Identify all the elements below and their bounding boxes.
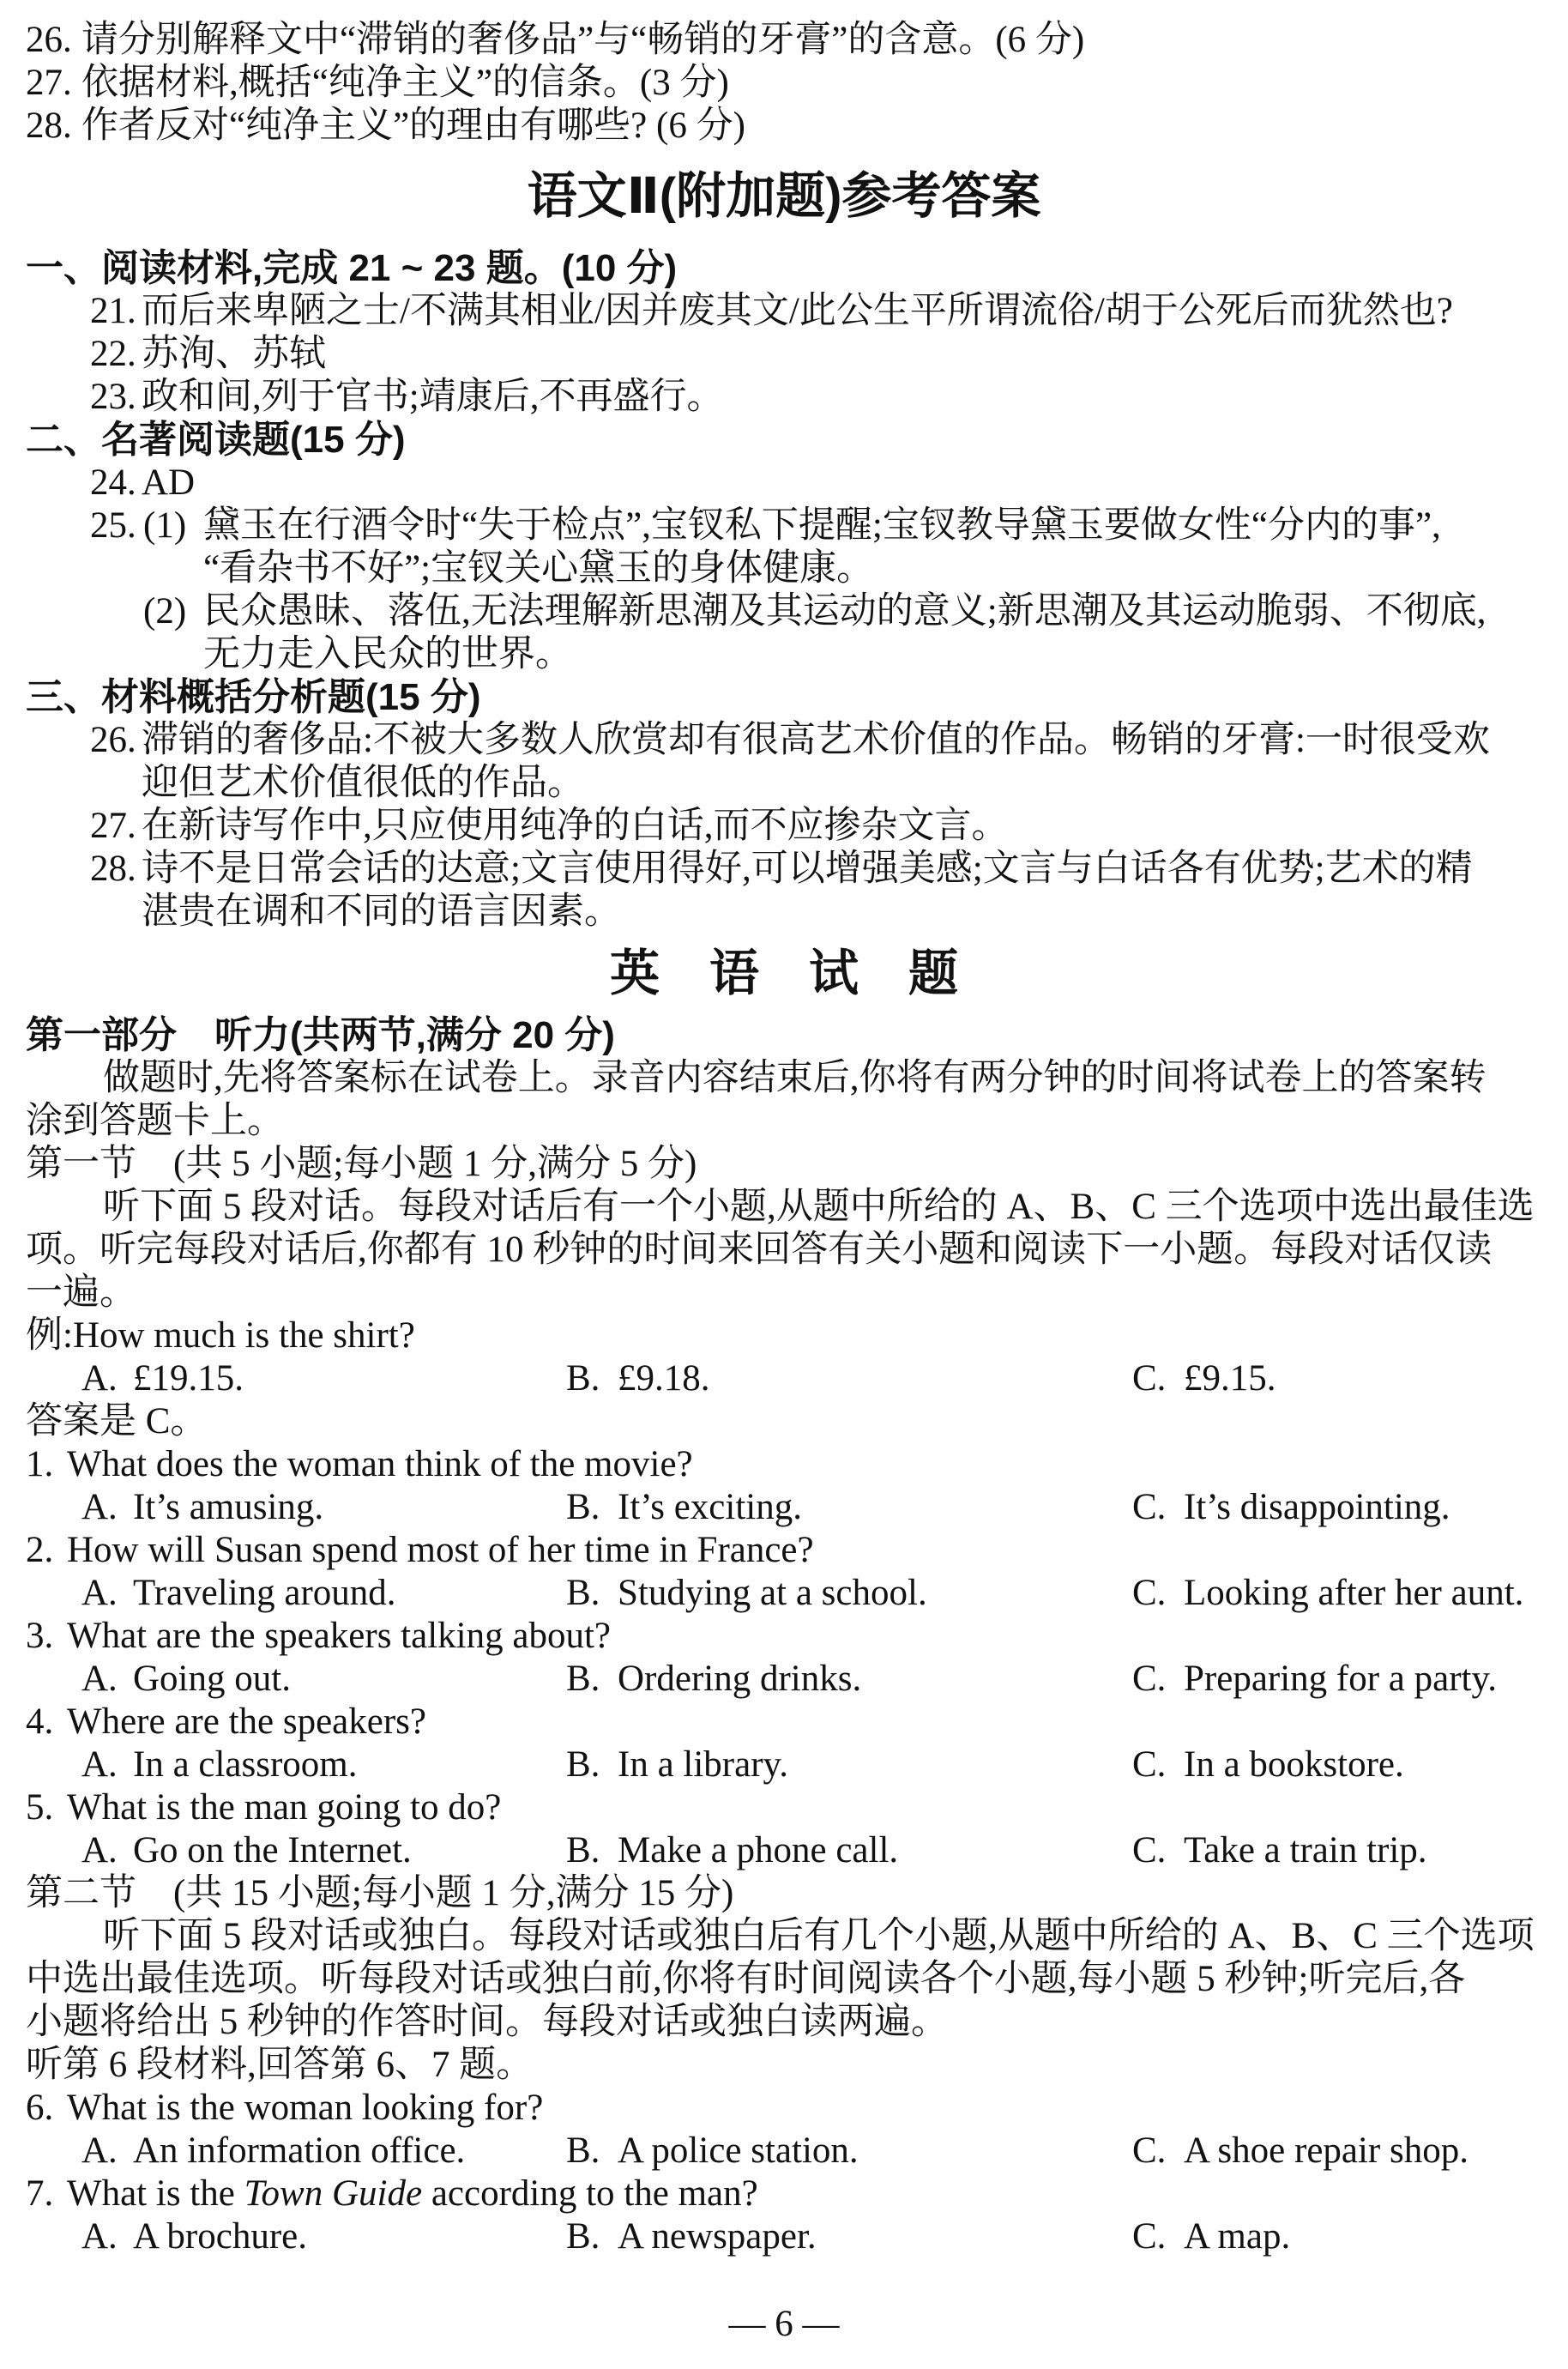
- question-4: [0, 1701, 1568, 1744]
- question-5-text: What is the man going to do?: [67, 1787, 502, 1828]
- question-7: [0, 2173, 1568, 2215]
- answer-item-27: [0, 805, 1568, 848]
- answer-item-28-line1: [0, 848, 1568, 891]
- question-1: [0, 1443, 1568, 1486]
- section1-intro-line1: 听下面 5 段对话。每段对话后有一个小题,从题中所给的 A、B、C 三个选项中选出最佳选: [103, 1187, 1535, 1227]
- answer-item-25-part2-line2: 无力走入民众的世界。: [203, 634, 572, 674]
- answer-key-title: 语文Ⅱ(附加题)参考答案: [527, 168, 1041, 224]
- item26-line1: 滞销的奢侈品:不被大多数人欣赏却有很高艺术价值的作品。畅销的牙膏:一时很受欢: [142, 720, 1490, 760]
- question-7-text-pre: What is the: [67, 2173, 244, 2214]
- item28-num: 28.: [90, 849, 136, 889]
- question-6-text: What is the woman looking for?: [67, 2088, 544, 2128]
- item24-text: AD: [142, 462, 196, 503]
- question-1-option-c-label: C.: [1132, 1487, 1167, 1527]
- example-option-b-text: £9.18.: [618, 1358, 710, 1399]
- example-option-b-label: B.: [566, 1358, 600, 1399]
- item21-num: 21.: [90, 291, 136, 331]
- example-option-c: [1132, 1357, 1276, 1400]
- answer-item-22: [0, 333, 1568, 376]
- answer-item-25-part1-line2: “看杂书不好”;宝钗关心黛玉的身体健康。: [203, 548, 874, 589]
- question-6-option-b-text: A police station.: [618, 2130, 859, 2171]
- question-3-option-b-text: Ordering drinks.: [618, 1659, 862, 1699]
- item25-part1-line1: 黛玉在行酒令时“失于检点”,宝钗私下提醒;宝钗教导黛玉要做女性“分内的事”,: [203, 505, 1441, 546]
- item21-text: 而后来卑陋之士/不满其相业/因并废其文/此公生平所谓流俗/胡于公死后而犹然也?: [142, 291, 1453, 331]
- question-7-text-post: according to the man?: [422, 2173, 758, 2214]
- question-4-num: 4.: [26, 1701, 54, 1742]
- question-7-option-b-label: B.: [566, 2216, 600, 2257]
- item22-num: 22.: [90, 334, 136, 374]
- example-option-b: [566, 1357, 1132, 1400]
- question-1-option-b-text: It’s exciting.: [618, 1487, 802, 1527]
- question-5-option-c: [1132, 1829, 1427, 1872]
- question-7-text-italic: Town Guide: [244, 2173, 423, 2214]
- question-6-options: [0, 2130, 1568, 2173]
- english-section1-heading: 第一节 (共 5 小题;每小题 1 分,满分 5 分): [26, 1144, 697, 1184]
- question-4-option-a-text: In a classroom.: [133, 1744, 358, 1785]
- section3-heading: 三、材料概括分析题(15 分): [26, 676, 481, 718]
- question-4-option-c: [1132, 1744, 1404, 1786]
- english-test-title: 英 语 试 题: [609, 946, 958, 1001]
- answer-item-25-part1-line1: [0, 505, 1568, 547]
- part1-intro-line1: 做题时,先将答案标在试卷上。录音内容结束后,你将有两分钟的时间将试卷上的答案转: [103, 1058, 1487, 1098]
- question-7-option-c-text: A map.: [1184, 2216, 1291, 2257]
- prelude-q26-num: 26.: [26, 20, 72, 60]
- question-1-num: 1.: [26, 1444, 54, 1484]
- question-4-option-b: [566, 1744, 1132, 1786]
- item27-text: 在新诗写作中,只应使用纯净的白话,而不应掺杂文言。: [142, 806, 1009, 846]
- question-5: [0, 1786, 1568, 1829]
- example-question: [0, 1314, 1568, 1357]
- answer-item-23: [0, 376, 1568, 419]
- question-3-option-b: [566, 1658, 1132, 1701]
- question-2-option-c: [1132, 1572, 1523, 1615]
- question-5-option-b-text: Make a phone call.: [618, 1830, 899, 1870]
- question-1-option-c: [1132, 1486, 1450, 1529]
- question-3-option-a-text: Going out.: [133, 1659, 291, 1699]
- question-3-option-a-label: A.: [81, 1659, 118, 1699]
- example-option-a-label: A.: [81, 1358, 118, 1399]
- prelude-q28-num: 28.: [26, 106, 72, 146]
- question-3-num: 3.: [26, 1616, 54, 1656]
- item26-num: 26.: [90, 720, 136, 760]
- question-6-option-c-label: C.: [1132, 2130, 1167, 2171]
- prelude-q26: [0, 19, 1568, 62]
- prelude-q28-text: 作者反对“纯净主义”的理由有哪些? (6 分): [81, 106, 745, 146]
- question-1-option-a-label: A.: [81, 1487, 118, 1527]
- item25-num: 25.: [90, 505, 136, 546]
- item25-part1-label: (1): [143, 505, 187, 546]
- question-2-option-b-label: B.: [566, 1573, 600, 1613]
- question-2-option-c-label: C.: [1132, 1573, 1167, 1613]
- section2-heading: 二、名著阅读题(15 分): [26, 419, 406, 461]
- question-1-text: What does the woman think of the movie?: [67, 1444, 693, 1484]
- answer-item-24: [0, 462, 1568, 505]
- item23-text: 政和间,列于官书;靖康后,不再盛行。: [142, 377, 724, 417]
- question-2-option-a-label: A.: [81, 1573, 118, 1613]
- page-number: — 6 —: [728, 2304, 840, 2344]
- answer-item-26-line2: 迎但艺术价值很低的作品。: [142, 763, 584, 803]
- item22-text: 苏洵、苏轼: [142, 334, 326, 374]
- answer-item-25-part2-line1: [0, 590, 1568, 633]
- question-1-option-c-text: It’s disappointing.: [1184, 1487, 1450, 1527]
- question-1-option-a: [81, 1486, 566, 1529]
- question-5-options: [0, 1829, 1568, 1872]
- question-5-option-b: [566, 1829, 1132, 1872]
- question-6-num: 6.: [26, 2088, 54, 2128]
- example-question-text: How much is the shirt?: [72, 1315, 415, 1356]
- question-7-option-b: [566, 2215, 1132, 2258]
- example-label: 例:: [26, 1315, 73, 1356]
- question-1-options: [0, 1486, 1568, 1529]
- example-option-c-label: C.: [1132, 1358, 1167, 1399]
- question-5-option-b-label: B.: [566, 1830, 600, 1870]
- question-7-option-a-label: A.: [81, 2216, 118, 2257]
- question-4-option-c-text: In a bookstore.: [1184, 1744, 1404, 1785]
- section2-intro-line1: 听下面 5 段对话或独白。每段对话或独白后有几个小题,从题中所给的 A、B、C 三个选项: [103, 1916, 1535, 1956]
- question-3-option-a: [81, 1658, 566, 1701]
- question-1-option-b: [566, 1486, 1132, 1529]
- question-2-option-a-text: Traveling around.: [133, 1573, 396, 1613]
- question-5-option-a-text: Go on the Internet.: [133, 1830, 412, 1870]
- material6-note: 听第 6 段材料,回答第 6、7 题。: [26, 2045, 534, 2085]
- question-4-option-c-label: C.: [1132, 1744, 1167, 1785]
- question-6-option-a-label: A.: [81, 2130, 118, 2171]
- section2-intro-line3: 小题将给出 5 秒钟的作答时间。每段对话或独白读两遍。: [26, 2002, 948, 2042]
- question-7-option-c: [1132, 2215, 1290, 2258]
- question-4-option-a: [81, 1744, 566, 1786]
- section2-intro-line2: 中选出最佳选项。听每段对话或独白前,你将有时间阅读各个小题,每小题 5 秒钟;听完后,各: [26, 1959, 1466, 1999]
- question-7-num: 7.: [26, 2173, 54, 2214]
- prelude-q27-text: 依据材料,概括“纯净主义”的信条。(3 分): [81, 63, 729, 103]
- question-4-option-b-label: B.: [566, 1744, 600, 1785]
- question-1-option-a-text: It’s amusing.: [133, 1487, 324, 1527]
- prelude-q26-text: 请分别解释文中“滞销的奢侈品”与“畅销的牙膏”的含意。(6 分): [81, 20, 1085, 60]
- question-6-option-c-text: A shoe repair shop.: [1184, 2130, 1468, 2171]
- question-2-option-a: [81, 1572, 566, 1615]
- question-7-option-a: [81, 2215, 566, 2258]
- item28-line1: 诗不是日常会话的达意;文言使用得好,可以增强美感;文言与白话各有优势;艺术的精: [142, 849, 1473, 889]
- question-7-option-b-text: A newspaper.: [618, 2216, 817, 2257]
- question-5-option-a-label: A.: [81, 1830, 118, 1870]
- question-6-option-a: [81, 2130, 566, 2173]
- item23-num: 23.: [90, 377, 136, 417]
- question-6-option-b: [566, 2130, 1132, 2173]
- example-option-a-text: £19.15.: [133, 1358, 244, 1399]
- question-3: [0, 1615, 1568, 1658]
- question-3-option-c-label: C.: [1132, 1659, 1167, 1699]
- question-5-option-a: [81, 1829, 566, 1872]
- section1-intro-line3: 一遍。: [26, 1272, 136, 1313]
- question-7-option-c-label: C.: [1132, 2216, 1167, 2257]
- example-options: [0, 1357, 1568, 1400]
- question-4-option-b-text: In a library.: [618, 1744, 788, 1785]
- part1-intro-line2: 涂到答题卡上。: [26, 1101, 284, 1141]
- example-answer-note: 答案是 C。: [26, 1401, 208, 1441]
- question-6: [0, 2087, 1568, 2130]
- question-2-num: 2.: [26, 1530, 54, 1570]
- question-2-options: [0, 1572, 1568, 1615]
- question-4-text: Where are the speakers?: [67, 1701, 426, 1742]
- question-2-option-b: [566, 1572, 1132, 1615]
- question-3-option-c-text: Preparing for a party.: [1184, 1659, 1497, 1699]
- prelude-q27: [0, 62, 1568, 105]
- question-2-option-c-text: Looking after her aunt.: [1184, 1573, 1524, 1613]
- answer-item-26-line1: [0, 719, 1568, 762]
- prelude-q28: [0, 105, 1568, 148]
- english-part1-heading: 第一部分 听力(共两节,满分 20 分): [26, 1014, 615, 1056]
- example-option-a: [81, 1357, 566, 1400]
- question-3-text: What are the speakers talking about?: [67, 1616, 611, 1656]
- question-5-num: 5.: [26, 1787, 54, 1828]
- prelude-q27-num: 27.: [26, 63, 72, 103]
- question-5-option-c-label: C.: [1132, 1830, 1167, 1870]
- question-4-options: [0, 1744, 1568, 1786]
- question-3-option-b-label: B.: [566, 1659, 600, 1699]
- question-2-option-b-text: Studying at a school.: [618, 1573, 927, 1613]
- question-6-option-c: [1132, 2130, 1468, 2173]
- answer-item-21: [0, 290, 1568, 333]
- english-section2-heading: 第二节 (共 15 小题;每小题 1 分,满分 15 分): [26, 1873, 734, 1913]
- question-2: [0, 1529, 1568, 1572]
- question-7-option-a-text: A brochure.: [133, 2216, 307, 2257]
- section1-heading: 一、阅读材料,完成 21 ~ 23 题。(10 分): [26, 247, 678, 289]
- question-6-option-a-text: An information office.: [133, 2130, 466, 2171]
- question-2-text: How will Susan spend most of her time in France?: [67, 1530, 814, 1570]
- question-6-option-b-label: B.: [566, 2130, 600, 2171]
- item25-part2-line1: 民众愚昧、落伍,无法理解新思潮及其运动的意义;新思潮及其运动脆弱、不彻底,: [203, 591, 1487, 632]
- question-3-options: [0, 1658, 1568, 1701]
- item25-part2-label: (2): [143, 591, 187, 632]
- question-3-option-c: [1132, 1658, 1497, 1701]
- question-5-option-c-text: Take a train trip.: [1184, 1830, 1427, 1870]
- question-1-option-b-label: B.: [566, 1487, 600, 1527]
- question-7-options: [0, 2215, 1568, 2258]
- answer-item-28-line2: 湛贵在调和不同的语言因素。: [142, 891, 621, 932]
- question-4-option-a-label: A.: [81, 1744, 118, 1785]
- item27-num: 27.: [90, 806, 136, 846]
- example-option-c-text: £9.15.: [1184, 1358, 1276, 1399]
- item24-num: 24.: [90, 462, 136, 503]
- section1-intro-line2: 项。听完每段对话后,你都有 10 秒钟的时间来回答有关小题和阅读下一小题。每段对话仅读: [26, 1230, 1493, 1270]
